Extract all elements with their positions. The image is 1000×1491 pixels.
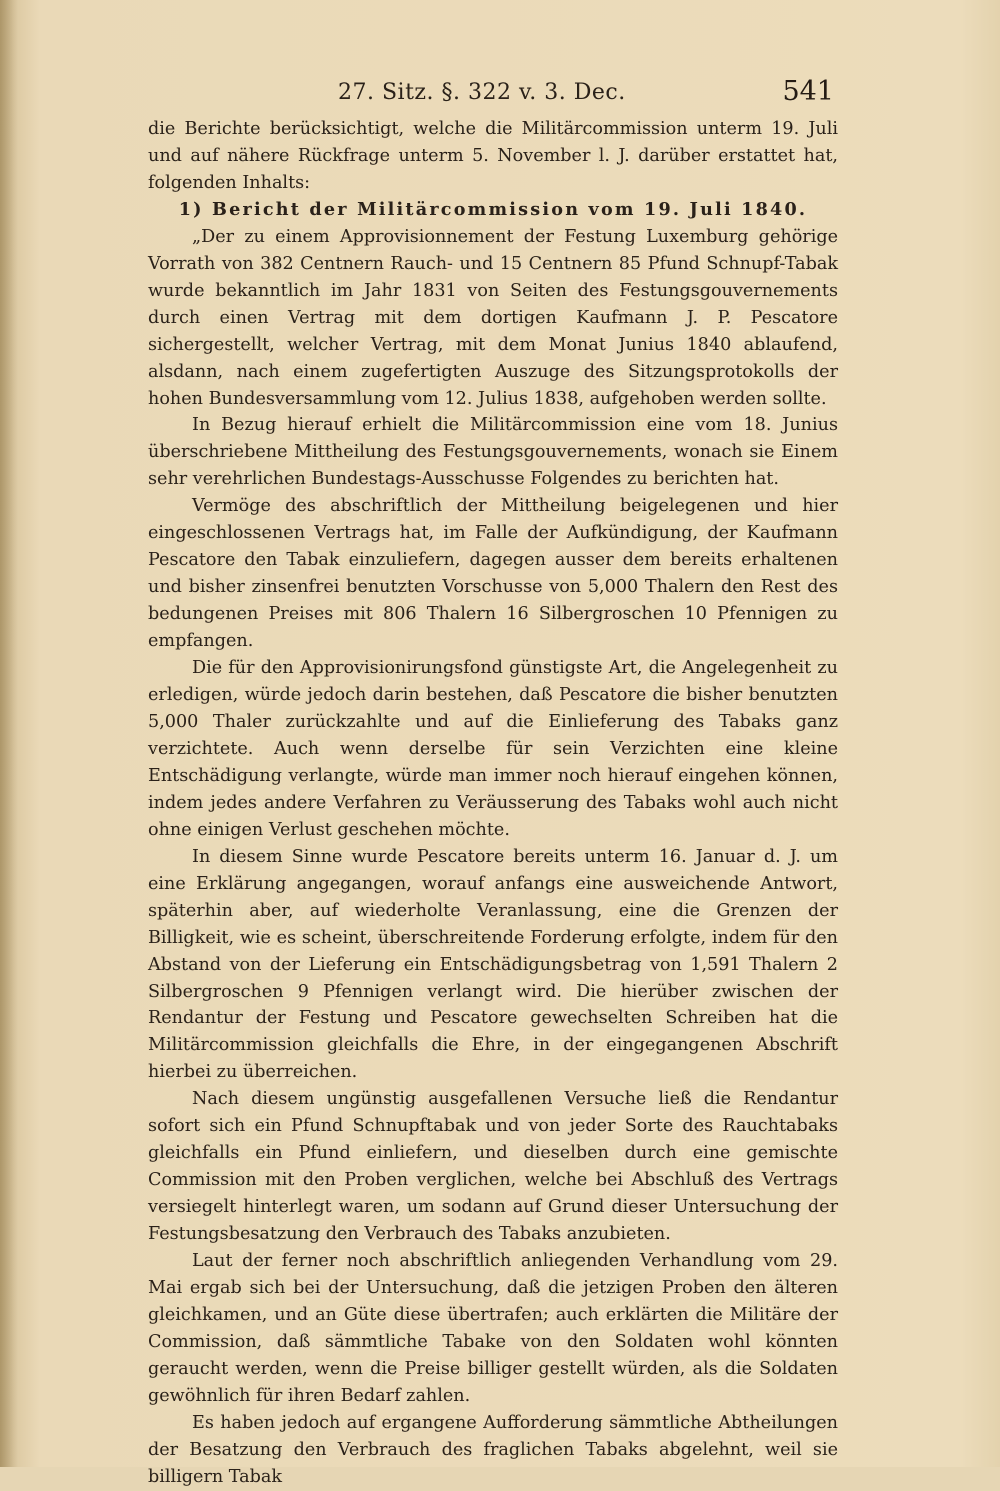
section-heading: 1) Bericht der Militärcommission vom 19. Juli 1840. — [178, 198, 808, 220]
paragraph: „Der zu einem Approvisionnement der Festung Luxemburg gehörige Vorrath von 382 Centnern Rauch- und 15 Centnern 85 Pfund Schnupf-Tabak wurde bekanntlich im Jahr 1831 von Seiten des Festungsgouvernements durch einen Vertrag mit dem dortigen Kaufmann J. P. Pescatore sichergestellt, welcher Vertrag, mit dem Monat Junius 1840 ablaufend, alsdann, nach einem zugefertigten Auszuge des Sitzungsprotokolls der hohen Bundesversammlung vom 12. Julius 1838, aufgehoben werden sollte. — [148, 226, 838, 409]
paragraph: Nach diesem ungünstig ausgefallenen Versuche ließ die Rendantur sofort sich ein Pfund Schnupftabak und von jeder Sorte des Rauchtabaks gleichfalls ein Pfund einliefern, und dieselben durch eine gemischte Commission mit den Proben verglichen, welche bei Abschluß des Vertrags versiegelt hinterlegt waren, um sodann auf Grund dieser Untersuchung der Festungsbesatzung den Verbrauch des Tabaks anzubieten. — [148, 1089, 838, 1245]
paragraph: In diesem Sinne wurde Pescatore bereits unterm 16. Januar d. J. um eine Erklärung angegangen, worauf anfangs eine ausweichende Antwort, späterhin aber, auf wiederholte Veranlassung, eine die Grenzen der Billigkeit, wie es scheint, überschreitende Forderung erfolgte, indem für den Abstand von der Lieferung ein Entschädigungsbetrag von 1,591 Thalern 2 Silbergroschen 9 Pfennigen verlangt wird. Die hierüber zwischen der Rendantur der Festung und Pescatore gewechselten Schreiben hat die Militärcommission gleichfalls die Ehre, in der eingegangenen Abschrift hierbei zu überreichen. — [148, 846, 838, 1083]
paragraph-continuation: die Berichte berücksichtigt, welche die Militärcommission unterm 19. Juli und auf nähere Rückfrage unterm 5. November l. J. darüber erstattet hat, folgenden Inhalts: — [148, 119, 838, 193]
page-body — [148, 116, 838, 1491]
paragraph: Die für den Approvisionirungsfond günstigste Art, die Angelegenheit zu erledigen, würde jedoch darin bestehen, daß Pescatore die bisher benutzten 5,000 Thaler zurückzahlte und auf die Einlieferung des Tabaks ganz verzichtete. Auch wenn derselbe für sein Verzichten eine kleine Entschädigung verlangte, würde man immer noch hierauf eingehen können, indem jedes andere Verfahren zu Veräusserung des Tabaks wohl auch nicht ohne einigen Verlust geschehen möchte. — [148, 658, 838, 840]
paragraph: Es haben jedoch auf ergangene Aufforderung sämmtliche Abtheilungen der Besatzung den Verbrauch des fraglichen Tabaks abgelehnt, weil sie billigern Tabak — [148, 1412, 838, 1487]
binding-shadow — [0, 0, 18, 1467]
page-header — [148, 76, 838, 116]
page-number: 541 — [782, 76, 834, 107]
running-head: 27. Sitz. §. 322 v. 3. Dec. — [338, 80, 626, 105]
paragraph: Vermöge des abschriftlich der Mittheilung beigelegenen und hier eingeschlossenen Vertrags hat, im Falle der Aufkündigung, der Kaufmann Pescatore den Tabak einzuliefern, dagegen ausser dem bereits erhaltenen und bisher zinsenfrei benutzten Vorschusse von 5,000 Thalern den Rest des bedungenen Preises mit 806 Thalern 16 Silbergroschen 10 Pfennigen zu empfangen. — [148, 496, 838, 652]
paragraph: Laut der ferner noch abschriftlich anliegenden Verhandlung vom 29. Mai ergab sich bei der Untersuchung, daß die jetzigen Proben den älteren gleichkamen, und an Güte diese übertrafen; auch erklärten die Militäre der Commission, daß sämmtliche Tabake von den Soldaten wohl könnten geraucht werden, wenn die Preise billiger gestellt würden, als die Soldaten gewöhnlich für ihren Bedarf zahlen. — [148, 1251, 838, 1406]
paragraph: In Bezug hierauf erhielt die Militärcommission eine vom 18. Junius überschriebene Mittheilung des Festungsgouvernements, wonach sie Einem sehr verehrlichen Bundestags-Ausschusse Folgendes zu berichten hat. — [148, 415, 838, 490]
